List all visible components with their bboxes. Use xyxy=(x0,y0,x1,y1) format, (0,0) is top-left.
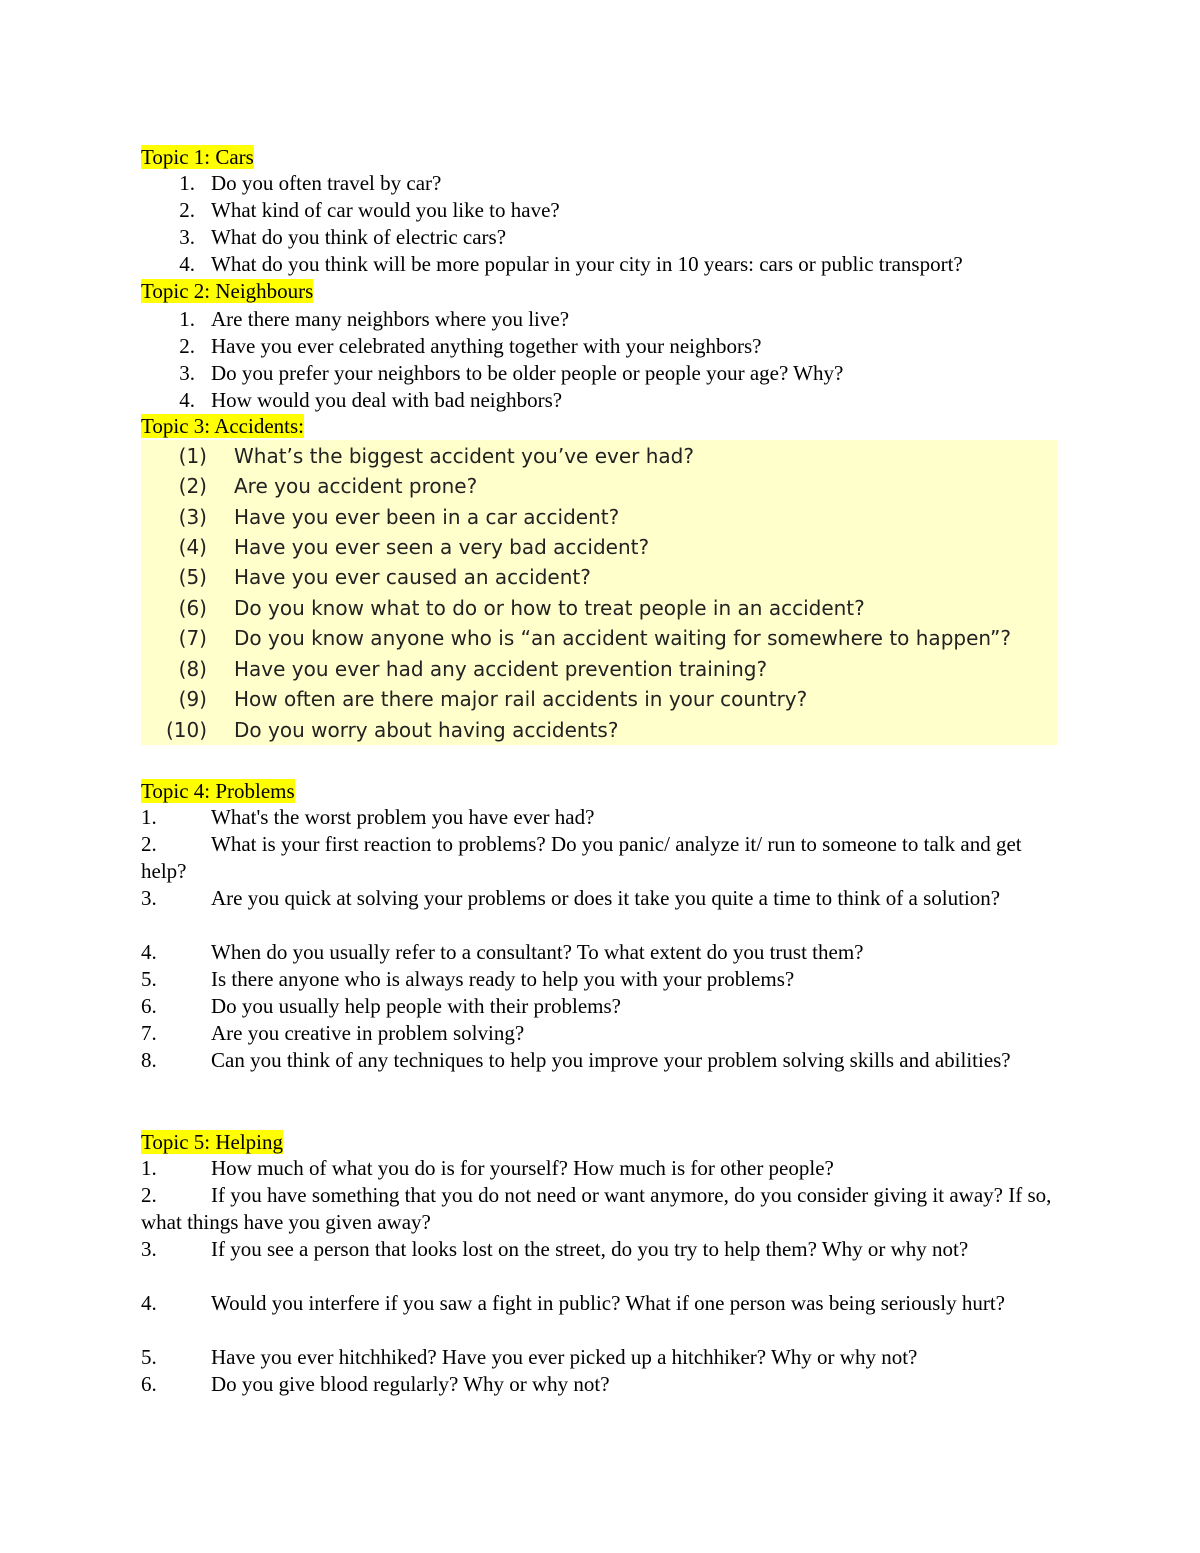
topic3-heading-text: Topic 3: Accidents: xyxy=(141,414,304,438)
topic4-item-2 xyxy=(141,831,1057,885)
item-number: 8. xyxy=(141,1048,157,1072)
item-number: 6. xyxy=(141,1372,157,1396)
item-text: Have you ever been in a car accident? xyxy=(234,505,620,529)
item-text: Is there anyone who is always ready to help you with your problems? xyxy=(211,967,795,991)
topic5-item-4 xyxy=(141,1290,1057,1317)
item-number: (4) xyxy=(178,535,207,559)
item-text: What do you think will be more popular in your city in 10 years: cars or public transport? xyxy=(211,252,963,276)
topic4-heading-text: Topic 4: Problems xyxy=(141,779,295,803)
item-text: Do you know anyone who is “an accident waiting for somewhere to happen”? xyxy=(234,626,1011,650)
item-text: Are you quick at solving your problems or does it take you quite a time to think of a solution? xyxy=(211,886,1001,910)
item-number: 2. xyxy=(179,198,195,222)
item-number: 4. xyxy=(179,252,195,276)
item-number: 1. xyxy=(141,805,157,829)
item-text: What do you think of electric cars? xyxy=(211,225,507,249)
topic5-heading xyxy=(141,1129,283,1155)
topic2-heading xyxy=(141,278,313,304)
item-number: (9) xyxy=(178,687,207,711)
item-number: 2. xyxy=(179,334,195,358)
item-text: Do you usually help people with their problems? xyxy=(211,994,622,1018)
item-number: 3. xyxy=(141,1237,157,1261)
item-number: (5) xyxy=(178,565,207,589)
item-text: Do you often travel by car? xyxy=(211,171,442,195)
topic2-heading-text: Topic 2: Neighbours xyxy=(141,279,314,303)
item-number: 5. xyxy=(141,1345,157,1369)
item-number: 1. xyxy=(141,1156,157,1180)
item-text: Have you ever seen a very bad accident? xyxy=(234,535,650,559)
item-number: (8) xyxy=(178,657,207,681)
topic4-item-5 xyxy=(141,966,1057,993)
topic5-item-2 xyxy=(141,1182,1057,1236)
item-number: 1. xyxy=(179,171,195,195)
item-number: (6) xyxy=(178,596,207,620)
topic5-item-5 xyxy=(141,1344,1057,1371)
item-text: How would you deal with bad neighbors? xyxy=(211,388,563,412)
item-text: How much of what you do is for yourself? How much is for other people? xyxy=(211,1156,834,1180)
topic4-item-8 xyxy=(141,1047,1057,1074)
topic5-item-3 xyxy=(141,1236,1057,1263)
item-text: When do you usually refer to a consultant? To what extent do you trust them? xyxy=(211,940,864,964)
item-text: How often are there major rail accidents in your country? xyxy=(234,687,808,711)
item-number: 4. xyxy=(141,940,157,964)
item-number: 6. xyxy=(141,994,157,1018)
item-text: What kind of car would you like to have? xyxy=(211,198,560,222)
item-text: What’s the biggest accident you’ve ever had? xyxy=(234,444,694,468)
item-number: 3. xyxy=(179,361,195,385)
topic4-item-6 xyxy=(141,993,1057,1020)
topic4-item-4 xyxy=(141,939,1057,966)
item-number: 1. xyxy=(179,307,195,331)
item-number: (7) xyxy=(178,626,207,650)
item-number: 2. xyxy=(141,1183,157,1207)
item-text: Can you think of any techniques to help you improve your problem solving skills and abilities? xyxy=(211,1048,1011,1072)
topic3-heading xyxy=(141,413,304,439)
topic1-heading xyxy=(141,144,254,170)
item-text: Are you accident prone? xyxy=(234,474,478,498)
item-number: 2. xyxy=(141,832,157,856)
item-text: Have you ever hitchhiked? Have you ever picked up a hitchhiker? Why or why not? xyxy=(211,1345,918,1369)
item-number: (10) xyxy=(165,718,207,742)
item-number: 3. xyxy=(141,886,157,910)
item-number: 7. xyxy=(141,1021,157,1045)
item-text: Would you interfere if you saw a fight in public? What if one person was being seriously hurt? xyxy=(211,1291,1005,1315)
item-text: What is your first reaction to problems? Do you panic/ analyze it/ run to someone to talk and get help? xyxy=(141,832,1022,883)
topic4-item-7 xyxy=(141,1020,1057,1047)
item-number: (3) xyxy=(178,505,207,529)
topic4-heading xyxy=(141,778,295,804)
accidents-question-box xyxy=(141,440,1057,745)
item-text: Have you ever had any accident prevention training? xyxy=(234,657,768,681)
topic5-heading-text: Topic 5: Helping xyxy=(141,1130,284,1154)
topic5-item-6 xyxy=(141,1371,1057,1398)
item-number: (2) xyxy=(178,474,207,498)
topic4-item-1 xyxy=(141,804,1057,831)
item-number: (1) xyxy=(178,444,207,468)
topic5-item-1 xyxy=(141,1155,1057,1182)
item-text: Do you give blood regularly? Why or why not? xyxy=(211,1372,610,1396)
item-text: Have you ever celebrated anything together with your neighbors? xyxy=(211,334,762,358)
topic4-item-3 xyxy=(141,885,1057,912)
item-text: Have you ever caused an accident? xyxy=(234,565,591,589)
item-number: 4. xyxy=(179,388,195,412)
item-number: 3. xyxy=(179,225,195,249)
item-text: Do you worry about having accidents? xyxy=(234,718,619,742)
item-text: Do you know what to do or how to treat people in an accident? xyxy=(234,596,865,620)
item-text: Do you prefer your neighbors to be older people or people your age? Why? xyxy=(211,361,844,385)
item-number: 4. xyxy=(141,1291,157,1315)
item-text: What's the worst problem you have ever had? xyxy=(211,805,595,829)
item-text: Are you creative in problem solving? xyxy=(211,1021,525,1045)
topic1-heading-text: Topic 1: Cars xyxy=(141,145,254,169)
item-text: If you see a person that looks lost on the street, do you try to help them? Why or why not? xyxy=(211,1237,969,1261)
item-text: If you have something that you do not need or want anymore, do you consider giving it away? If so, what things have you given away? xyxy=(141,1183,1052,1234)
item-text: Are there many neighbors where you live? xyxy=(211,307,570,331)
item-number: 5. xyxy=(141,967,157,991)
